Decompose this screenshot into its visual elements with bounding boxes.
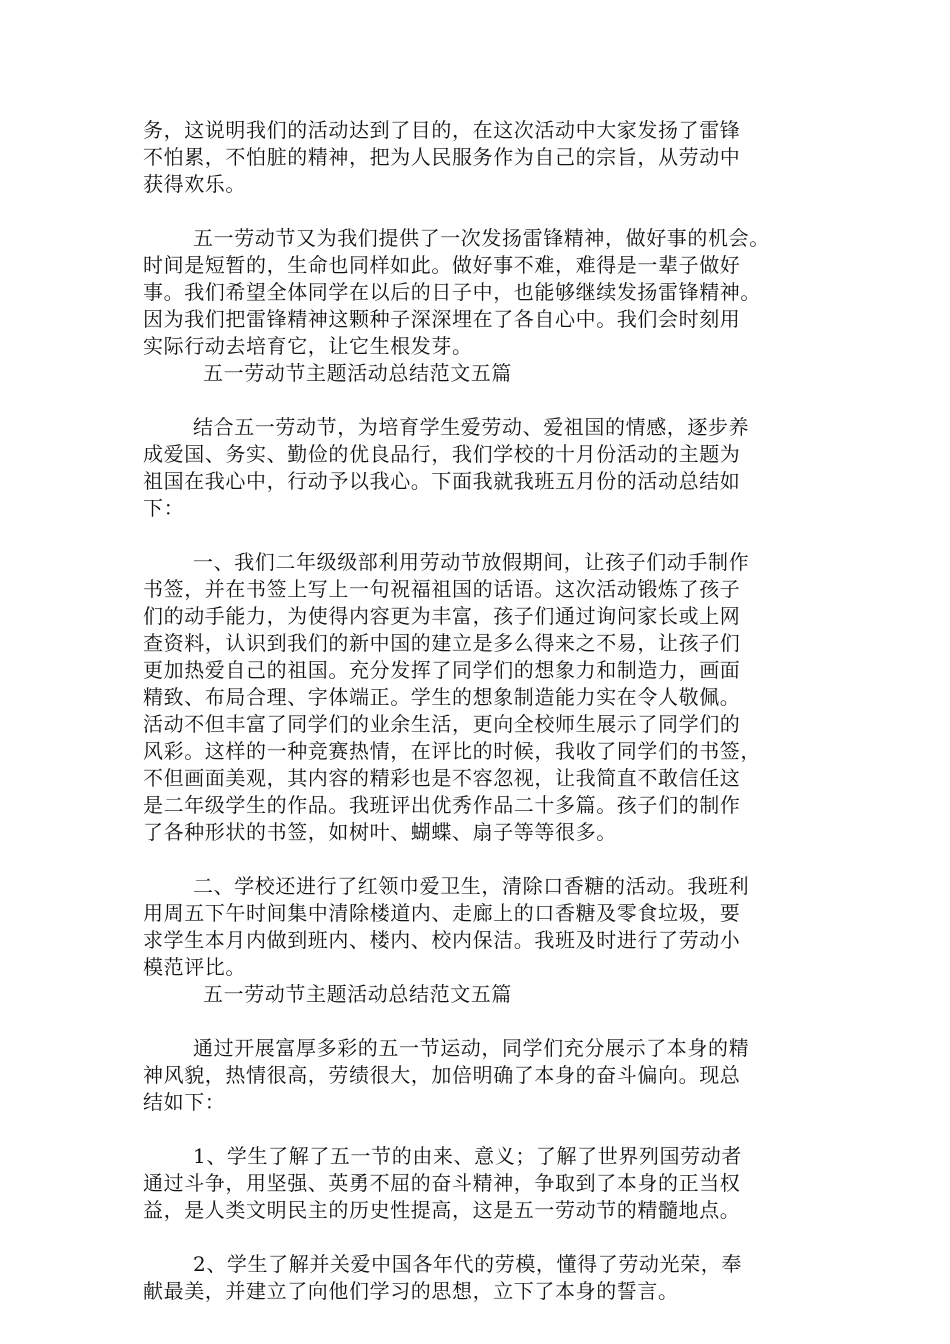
paragraph: [143, 414, 811, 522]
text-line: 神风貌，热情很高，劳绩很大，加倍明确了本身的奋斗偏向。现总: [143, 1063, 741, 1087]
text-line: 查资料，认识到我们的新中国的建立是多么得来之不易，让孩子们: [143, 631, 741, 655]
text-line: 成爱国、务实、勤俭的优良品行，我们学校的十月份活动的主题为: [143, 442, 741, 466]
text-line: 活动不但丰富了同学们的业余生活，更向全校师生展示了同学们的: [143, 712, 741, 736]
text-line: 因为我们把雷锋精神这颗种子深深埋在了各自心中。我们会时刻用: [143, 307, 741, 331]
text-line: 益，是人类文明民主的历史性提高，这是五一劳动节的精髓地点。: [143, 1198, 741, 1222]
text-line: 风彩。这样的一种竞赛热情，在评比的时候，我收了同学们的书签，: [143, 739, 761, 763]
text-line: 祖国在我心中，行动予以我心。下面我就我班五月份的活动总结如: [143, 469, 741, 493]
text-line: 模范评比。: [143, 955, 246, 979]
section-heading: 五一劳动节主题活动总结范文五篇: [203, 361, 512, 385]
text-line: 时间是短暂的，生命也同样如此。做好事不难，难得是一辈子做好: [143, 253, 741, 277]
text-line: 不但画面美观，其内容的精彩也是不容忽视，让我简直不敢信任这: [143, 766, 741, 790]
paragraph: [143, 225, 811, 360]
text-line: 结合五一劳动节，为培育学生爱劳动、爱祖国的情感，逐步养: [193, 415, 750, 439]
text-line: 下：: [143, 496, 185, 520]
text-line: 事。我们希望全体同学在以后的日子中，也能够继续发扬雷锋精神。: [143, 280, 761, 304]
paragraph-spacer: [143, 387, 811, 414]
document-body: [143, 117, 811, 1305]
text-line: 更加热爱自己的祖国。充分发挥了同学们的想象力和制造力，画面: [143, 658, 741, 682]
text-line: 二、学校还进行了红领巾爱卫生，清除口香糖的活动。我班利: [193, 874, 750, 898]
text-line: 们的动手能力，为使得内容更为丰富，孩子们通过询问家长或上网: [143, 604, 741, 628]
text-line: 一、我们二年级级部利用劳动节放假期间，让孩子们动手制作: [193, 550, 750, 574]
paragraph: [143, 1143, 811, 1224]
paragraph-spacer: [143, 846, 811, 873]
paragraph-spacer: [143, 522, 811, 549]
text-line: 了各种形状的书签，如树叶、蝴蝶、扇子等等很多。: [143, 820, 617, 844]
paragraph-spacer: [143, 1116, 811, 1143]
text-line: 结如下：: [143, 1090, 226, 1114]
paragraph-spacer: [143, 1224, 811, 1251]
text-line: 1、学生了解了五一节的由来、意义；了解了世界列国劳动者: [193, 1144, 742, 1168]
text-line: 五一劳动节又为我们提供了一次发扬雷锋精神，做好事的机会。: [193, 226, 770, 250]
paragraph: [143, 1035, 811, 1116]
paragraph: [143, 1251, 811, 1305]
text-line: 2、学生了解并关爱中国各年代的劳模，懂得了劳动光荣，奉: [193, 1252, 742, 1276]
text-line: 不怕累，不怕脏的精神，把为人民服务作为自己的宗旨，从劳动中: [143, 145, 741, 169]
paragraph-spacer: [143, 1008, 811, 1035]
text-line: 务，这说明我们的活动达到了目的，在这次活动中大家发扬了雷锋: [143, 118, 741, 142]
text-line: 书签，并在书签上写上一句祝福祖国的话语。这次活动锻炼了孩子: [143, 577, 741, 601]
text-line: 是二年级学生的作品。我班评出优秀作品二十多篇。孩子们的制作: [143, 793, 741, 817]
paragraph: [143, 117, 811, 198]
text-line: 求学生本月内做到班内、楼内、校内保洁。我班及时进行了劳动小: [143, 928, 741, 952]
paragraph-spacer: [143, 198, 811, 225]
text-line: 获得欢乐。: [143, 172, 246, 196]
text-line: 实际行动去培育它，让它生根发芽。: [143, 334, 473, 358]
text-line: 通过开展富厚多彩的五一节运动，同学们充分展示了本身的精: [193, 1036, 750, 1060]
text-line: 精致、布局合理、字体端正。学生的想象制造能力实在令人敬佩。: [143, 685, 741, 709]
text-line: 用周五下午时间集中清除楼道内、走廊上的口香糖及零食垃圾，要: [143, 901, 741, 925]
paragraph: [143, 549, 811, 846]
section-heading: 五一劳动节主题活动总结范文五篇: [203, 982, 512, 1006]
text-line: 献最美，并建立了向他们学习的思想，立下了本身的誓言。: [143, 1279, 679, 1303]
text-line: 通过斗争，用坚强、英勇不屈的奋斗精神，争取到了本身的正当权: [143, 1171, 741, 1195]
paragraph: [143, 873, 811, 981]
